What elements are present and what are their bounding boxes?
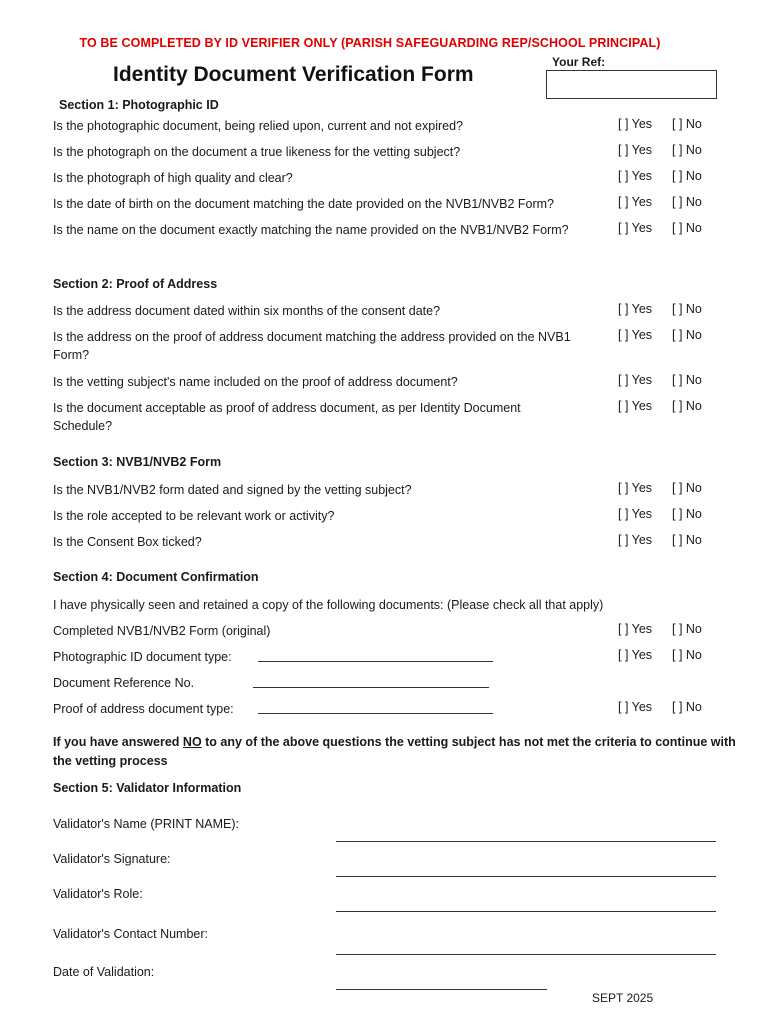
validator-contact-label: Validator's Contact Number: xyxy=(53,927,208,941)
validator-role-label: Validator's Role: xyxy=(53,887,143,901)
question-text: Is the address on the proof of address document matching the address provided on the NVB1 Form? xyxy=(53,330,571,362)
your-ref-label: Your Ref: xyxy=(552,55,606,69)
no-checkbox[interactable]: [ ] No xyxy=(672,507,702,521)
no-checkbox[interactable]: [ ] No xyxy=(672,328,702,342)
document-item-label: Document Reference No. xyxy=(53,676,195,690)
no-checkbox[interactable]: [ ] No xyxy=(672,169,702,183)
validation-date-field[interactable] xyxy=(336,989,547,990)
yes-checkbox[interactable]: [ ] Yes xyxy=(618,221,653,235)
no-checkbox[interactable]: [ ] No xyxy=(672,373,702,387)
section-3-title: Section 3: NVB1/NVB2 Form xyxy=(53,455,222,469)
question-text: Is the photograph on the document a true likeness for the vetting subject? xyxy=(53,145,461,159)
question-text: Is the vetting subject's name included on the proof of address document? xyxy=(53,375,458,389)
validator-signature-label: Validator's Signature: xyxy=(53,852,171,866)
question-text: Is the photographic document, being relied upon, current and not expired? xyxy=(53,119,463,133)
document-item-label: Proof of address document type: xyxy=(53,702,234,716)
yes-checkbox[interactable]: [ ] Yes xyxy=(618,195,653,209)
yes-checkbox[interactable]: [ ] Yes xyxy=(618,373,653,387)
no-checkbox[interactable]: [ ] No xyxy=(672,481,702,495)
yes-checkbox[interactable]: [ ] Yes xyxy=(618,169,653,183)
yes-checkbox[interactable]: [ ] Yes xyxy=(618,700,653,714)
question-text: Is the NVB1/NVB2 form dated and signed by the vetting subject? xyxy=(53,483,412,497)
validator-name-label: Validator's Name (PRINT NAME): xyxy=(53,817,239,831)
question-text: Is the role accepted to be relevant work or activity? xyxy=(53,509,335,523)
yes-checkbox[interactable]: [ ] Yes xyxy=(618,143,653,157)
yes-checkbox[interactable]: [ ] Yes xyxy=(618,648,653,662)
section-4-intro: I have physically seen and retained a copy of the following documents: (Please check all that apply) xyxy=(53,598,604,612)
validator-role-field[interactable] xyxy=(336,911,716,912)
no-checkbox[interactable]: [ ] No xyxy=(672,221,702,235)
verifier-only-banner: TO BE COMPLETED BY ID VERIFIER ONLY (PARISH SAFEGUARDING REP/SCHOOL PRINCIPAL) xyxy=(79,36,661,50)
no-checkbox[interactable]: [ ] No xyxy=(672,700,702,714)
yes-checkbox[interactable]: [ ] Yes xyxy=(618,328,653,342)
form-title: Identity Document Verification Form xyxy=(113,63,474,86)
yes-checkbox[interactable]: [ ] Yes xyxy=(618,622,653,636)
no-checkbox[interactable]: [ ] No xyxy=(672,302,702,316)
no-checkbox[interactable]: [ ] No xyxy=(672,195,702,209)
criteria-warning-end: to any of the above questions the vetting subject has not met the criteria to continue with the vetting process xyxy=(53,735,736,768)
validator-contact-field[interactable] xyxy=(336,954,716,955)
document-reference-field[interactable] xyxy=(253,687,489,688)
document-item-label: Photographic ID document type: xyxy=(53,650,232,664)
question-text: Is the photograph of high quality and clear? xyxy=(53,171,293,185)
question-text: Is the date of birth on the document matching the date provided on the NVB1/NVB2 Form? xyxy=(53,197,554,211)
no-checkbox[interactable]: [ ] No xyxy=(672,533,702,547)
question-text: Is the name on the document exactly matching the name provided on the NVB1/NVB2 Form? xyxy=(53,223,569,237)
yes-checkbox[interactable]: [ ] Yes xyxy=(618,507,653,521)
criteria-warning-start: If you have answered xyxy=(53,735,183,749)
no-checkbox[interactable]: [ ] No xyxy=(672,117,702,131)
no-checkbox[interactable]: [ ] No xyxy=(672,143,702,157)
footer-date: SEPT 2025 xyxy=(592,991,654,1005)
section-2-title: Section 2: Proof of Address xyxy=(53,277,218,291)
criteria-warning-emphasis: NO xyxy=(182,735,202,749)
proof-of-address-type-field[interactable] xyxy=(258,713,493,714)
yes-checkbox[interactable]: [ ] Yes xyxy=(618,399,653,413)
document-item-label: Completed NVB1/NVB2 Form (original) xyxy=(53,624,271,638)
yes-checkbox[interactable]: [ ] Yes xyxy=(618,302,653,316)
yes-checkbox[interactable]: [ ] Yes xyxy=(618,533,653,547)
yes-checkbox[interactable]: [ ] Yes xyxy=(618,117,653,131)
no-checkbox[interactable]: [ ] No xyxy=(672,622,702,636)
validation-date-label: Date of Validation: xyxy=(53,965,155,979)
your-ref-field[interactable] xyxy=(546,70,717,99)
no-checkbox[interactable]: [ ] No xyxy=(672,648,702,662)
validator-signature-field[interactable] xyxy=(336,876,716,877)
no-checkbox[interactable]: [ ] No xyxy=(672,399,702,413)
section-1-title: Section 1: Photographic ID xyxy=(59,98,219,112)
photo-id-type-field[interactable] xyxy=(258,661,493,662)
section-4-title: Section 4: Document Confirmation xyxy=(53,570,259,584)
criteria-warning xyxy=(53,733,743,771)
validator-name-field[interactable] xyxy=(336,841,716,842)
section-5-title: Section 5: Validator Information xyxy=(53,781,242,795)
yes-checkbox[interactable]: [ ] Yes xyxy=(618,481,653,495)
question-text: Is the document acceptable as proof of address document, as per Identity Document Schedule? xyxy=(53,401,521,433)
question-text: Is the address document dated within six months of the consent date? xyxy=(53,304,441,318)
question-text: Is the Consent Box ticked? xyxy=(53,535,202,549)
